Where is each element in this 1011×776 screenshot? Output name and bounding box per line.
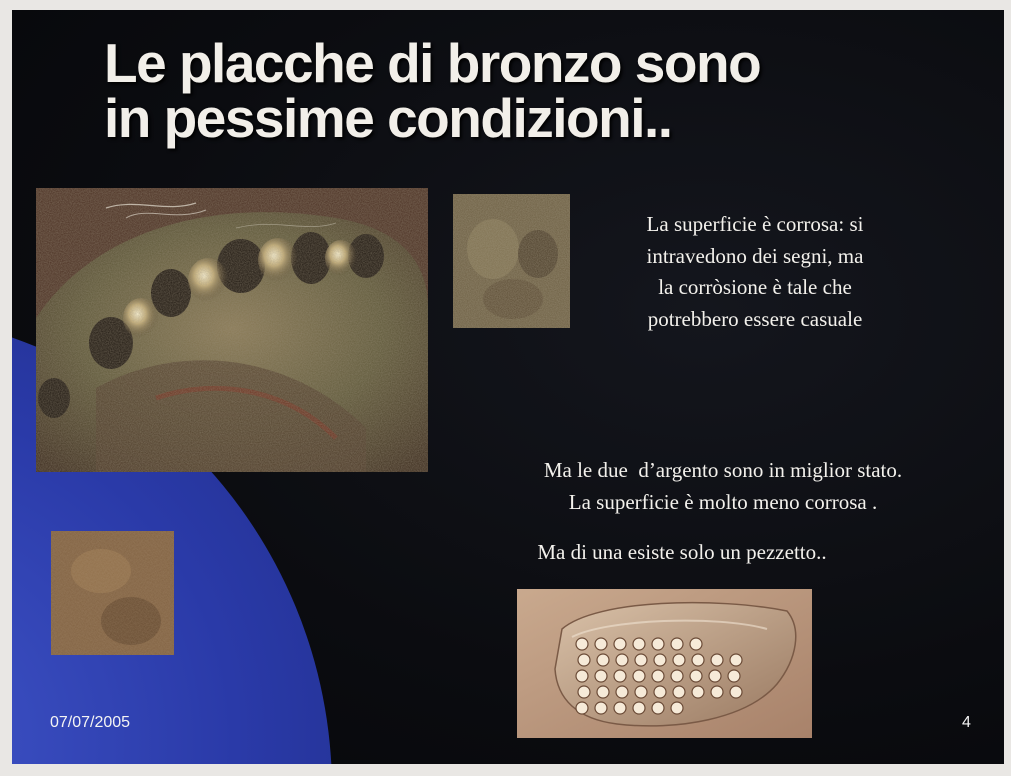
raised-dot	[673, 654, 685, 666]
silver-fragment-photo	[517, 589, 812, 738]
raised-dot	[671, 638, 683, 650]
raised-dot	[633, 670, 645, 682]
corrosion-detail-photo	[453, 194, 570, 328]
raised-dot	[614, 670, 626, 682]
corrosion-line-4: potrebbero essere casuale	[647, 306, 863, 331]
raised-dot	[709, 670, 721, 682]
corrosion-line-1: La superficie è corrosa: si	[646, 212, 864, 236]
raised-dot	[654, 654, 666, 666]
raised-dot	[730, 654, 742, 666]
raised-dot	[692, 654, 704, 666]
raised-dot	[728, 670, 740, 682]
raised-dot	[635, 654, 647, 666]
fragment-note: Ma di una esiste solo un pezzetto..	[537, 540, 827, 564]
raised-dot	[711, 654, 723, 666]
corrosion-line-2: intravedono dei segni, ma	[646, 243, 864, 268]
raised-dot	[595, 670, 607, 682]
raised-dot	[595, 702, 607, 714]
slide	[12, 10, 1004, 764]
raised-dot	[576, 638, 588, 650]
raised-dot	[690, 670, 702, 682]
raised-dot	[616, 654, 628, 666]
title-line-2: in pessime condizioni..	[104, 87, 672, 149]
raised-dot	[614, 702, 626, 714]
raised-dot	[652, 702, 664, 714]
raised-dot	[652, 670, 664, 682]
silver-line-2: La superficie è molto meno corrosa .	[568, 490, 878, 514]
raised-dot	[614, 638, 626, 650]
corrosion-description	[590, 209, 920, 335]
slide-date: 07/07/2005	[50, 714, 131, 731]
raised-dot	[578, 686, 590, 698]
silver-description	[467, 454, 979, 518]
raised-dot	[652, 638, 664, 650]
raised-dot	[633, 638, 645, 650]
raised-dot	[597, 686, 609, 698]
raised-dot	[595, 638, 607, 650]
page-number: 4	[962, 714, 971, 731]
raised-dot	[576, 670, 588, 682]
raised-dot	[671, 670, 683, 682]
surface-detail-photo	[51, 531, 174, 655]
slide-title	[104, 32, 964, 149]
raised-dot	[597, 654, 609, 666]
raised-dot	[616, 686, 628, 698]
raised-dot	[576, 702, 588, 714]
title-line-1: Le placche di bronzo sono	[104, 32, 761, 94]
raised-dot	[730, 686, 742, 698]
raised-dot	[692, 686, 704, 698]
raised-dot	[635, 686, 647, 698]
raised-dot	[690, 638, 702, 650]
raised-dot	[633, 702, 645, 714]
silver-line-1: Ma le due d’argento sono in miglior stato.	[543, 458, 903, 482]
raised-dot	[654, 686, 666, 698]
raised-dot	[578, 654, 590, 666]
bronze-plaque-photo	[36, 188, 428, 472]
raised-dot	[711, 686, 723, 698]
raised-dot	[673, 686, 685, 698]
corrosion-line-3: la corròsione è tale che	[658, 275, 852, 299]
raised-dot	[671, 702, 683, 714]
